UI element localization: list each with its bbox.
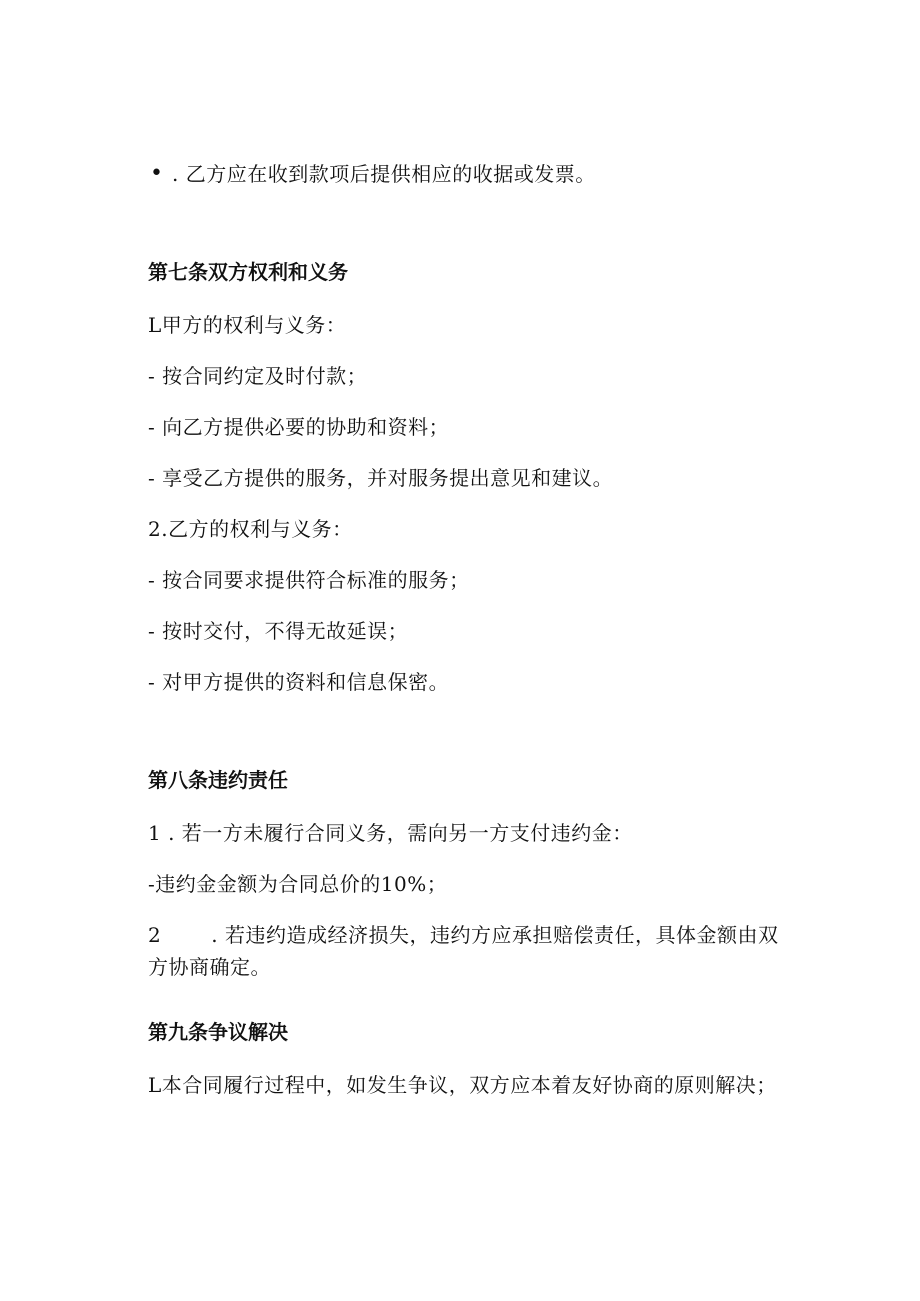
bullet-icon: •	[150, 161, 163, 186]
party-b-item: - 按合同要求提供符合标准的服务；	[148, 568, 470, 592]
bullet-line: . 乙方应在收到款项后提供相应的收据或发票。	[172, 162, 596, 186]
article-9-title: 第九条争议解决	[148, 1020, 288, 1044]
party-b-title: 2.乙方的权利与义务：	[148, 517, 353, 541]
party-a-item: - 向乙方提供必要的协助和资料；	[148, 415, 450, 439]
article-8-item-2-text: . 若违约造成经济损失，违约方应承担赔偿责任，具体金额由双	[211, 923, 779, 947]
article-7-title: 第七条双方权利和义务	[148, 260, 348, 284]
article-8-title: 第八条违约责任	[148, 768, 288, 792]
party-a-item: - 按合同约定及时付款；	[148, 364, 368, 388]
article-8-item-1: 1 . 若一方未履行合同义务，需向另一方支付违约金：	[148, 821, 633, 845]
article-8-item-2-continuation: 方协商确定。	[148, 955, 271, 979]
article-9-item-1: L本合同履行过程中，如发生争议，双方应本着友好协商的原则解决；	[148, 1073, 777, 1097]
party-a-item: - 享受乙方提供的服务，并对服务提出意见和建议。	[148, 466, 614, 490]
article-8-item-2-number: 2	[148, 923, 162, 947]
party-a-title: L甲方的权利与义务：	[148, 313, 347, 337]
article-8-item-2	[148, 921, 778, 949]
party-b-item: - 按时交付，不得无故延误；	[148, 619, 409, 643]
party-b-item: - 对甲方提供的资料和信息保密。	[148, 670, 450, 694]
article-8-item-1-sub: -违约金金额为合同总价的10%；	[148, 872, 448, 896]
